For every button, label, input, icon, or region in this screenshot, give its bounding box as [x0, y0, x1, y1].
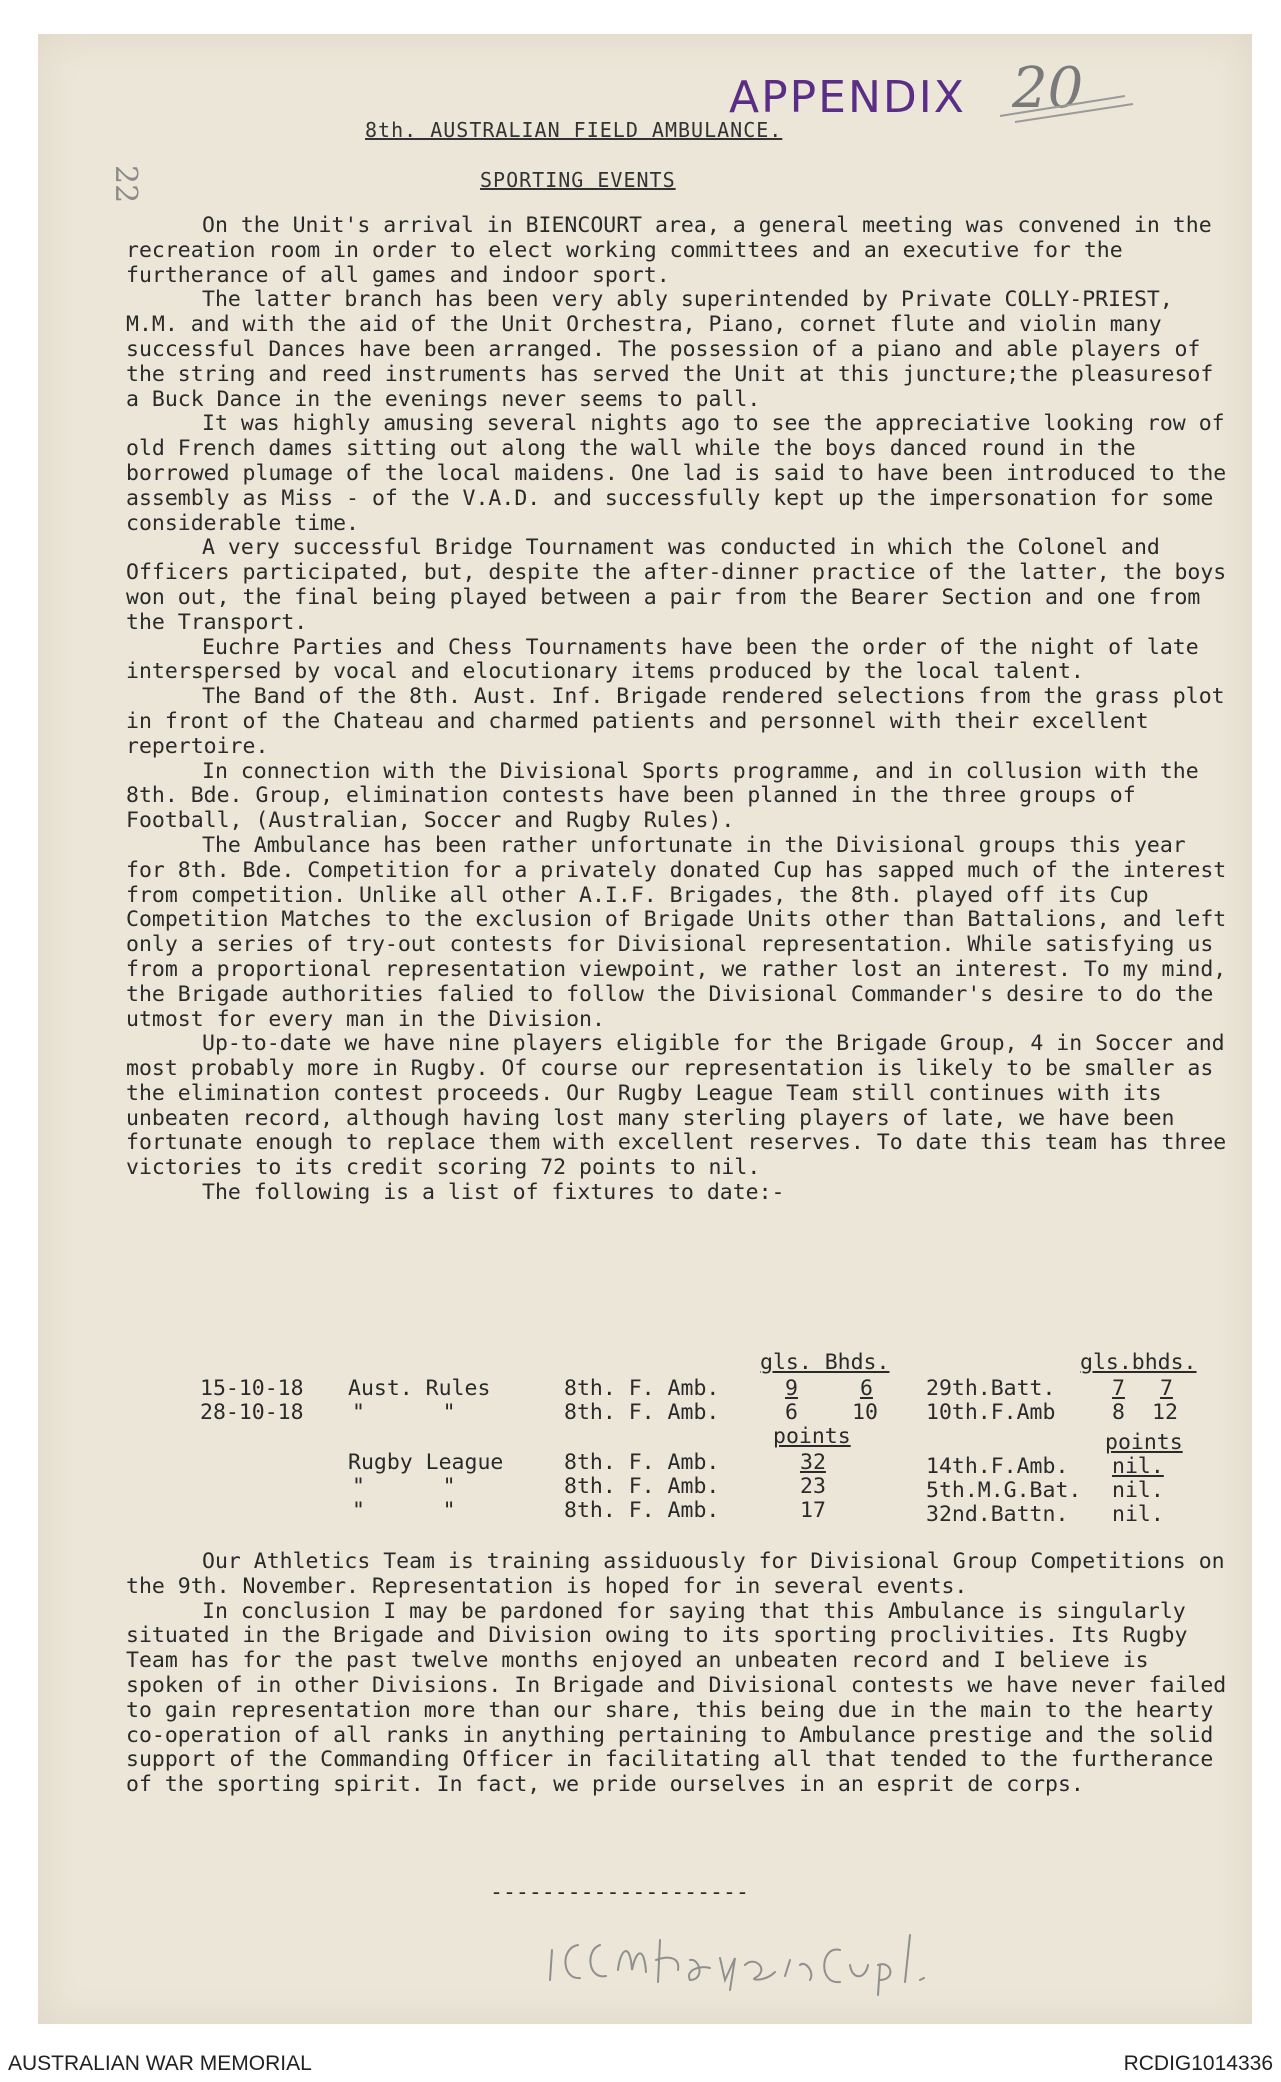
- paragraph: On the Unit's arrival in BIENCOURT area, a general meeting was convened in the recreation room in order to elect working committees and an executive for the furtherance of all games and indoor sport.: [126, 213, 1212, 288]
- fixture-score: 9: [785, 1376, 798, 1401]
- fixture-team: 8th. F. Amb.: [564, 1376, 720, 1401]
- paragraph: In conclusion I may be pardoned for saying that this Ambulance is singularly situated in the Brigade and Division owing to its sporting proclivities. Its Rugby Team has for the past twelve months enjoyed an unbeaten record and I believe is spoken of in other Divisions. In Brigade and Divisional contests we have never failed to gain representation more than our share, this being due in the main to the hearty co-operation of all ranks in anything pertaining to Ambulance prestige and the solid support of the Commanding Officer in facilitating all that tended to the furtherance of the sporting spirit. In fact, we pride ourselves in an esprit de corps.: [126, 1598, 1227, 1798]
- paragraph: A very successful Bridge Tournament was conducted in which the Colonel and Officers participated, but, despite the after-dinner practice of the latter, the boys won out, the final being played between a pair from the Bearer Section and one from the Transport.: [126, 535, 1227, 635]
- appendix-stamp: APPENDIX: [729, 72, 966, 123]
- document-title: 8th. AUSTRALIAN FIELD AMBULANCE.: [365, 118, 783, 142]
- fixture-score: 17: [800, 1498, 826, 1523]
- fixture-opponent-score: 7: [1160, 1376, 1173, 1401]
- paragraph: It was highly amusing several nights ago to see the appreciative looking row of old French dames sitting out along the wall while the boys danced round in the borrowed plumage of the local maidens. One lad is said to have been introduced to the assembly as Miss - of the V.A.D. and successfully kept up the impersonation for some considerable time.: [126, 411, 1227, 536]
- fixture-team: 8th. F. Amb.: [564, 1498, 720, 1523]
- pencil-strikes-icon: [995, 86, 1135, 126]
- fixture-opponent-score: nil.: [1112, 1454, 1164, 1479]
- fixture-opponent: 10th.F.Amb: [926, 1400, 1056, 1425]
- fixture-score: 6: [785, 1400, 798, 1425]
- fixture-score: 6: [860, 1376, 873, 1401]
- fixture-competition: Rugby League: [348, 1450, 504, 1475]
- paragraph: The following is a list of fixtures to date:-: [202, 1180, 785, 1206]
- fixture-opponent: 14th.F.Amb.: [926, 1454, 1069, 1479]
- fixture-opponent-score: 12: [1152, 1400, 1178, 1425]
- fixture-team: 8th. F. Amb.: [564, 1450, 720, 1475]
- fixture-team: 8th. F. Amb.: [564, 1474, 720, 1499]
- fixture-opponent: 5th.M.G.Bat.: [926, 1478, 1082, 1503]
- handwritten-signature: [540, 1910, 960, 2000]
- fixtures-table: [200, 1350, 1200, 1540]
- column-header-points-left: points: [773, 1424, 851, 1449]
- fixture-opponent-score: nil.: [1112, 1502, 1164, 1527]
- fixture-score: 32: [800, 1450, 826, 1475]
- document-subtitle: SPORTING EVENTS: [480, 168, 676, 192]
- paragraph: Our Athletics Team is training assiduously for Divisional Group Competitions on the 9th. November. Representation is hoped for in several events.: [126, 1549, 1225, 1599]
- closing-text: [126, 1550, 1236, 1798]
- fixture-date: 15-10-18: [200, 1376, 304, 1401]
- fixture-opponent: 29th.Batt.: [926, 1376, 1056, 1401]
- paragraph: Up-to-date we have nine players eligible for the Brigade Group, 4 in Soccer and most probably more in Rugby. Of course our representation is likely to be smaller as the elimination contest proceeds. Our Rugby League Team still continues with its unbeaten record, although having lost many sterling players of late, we have been fortunate enough to replace them with excellent reserves. To date this team has three victories to its credit scoring 72 points to nil.: [126, 1031, 1227, 1181]
- appendix-number: 20: [1012, 56, 1084, 121]
- footer-id: RCDIG1014336: [1123, 2052, 1273, 2075]
- paragraph: The latter branch has been very ably superintended by Private COLLY-PRIEST, M.M. and with the aid of the Unit Orchestra, Piano, cornet flute and violin many successful Dances have been arranged. The possession of a piano and able players of the string and reed instruments has served the Unit at this juncture;the pleasuresof a Buck Dance in the evenings never seems to pall.: [126, 287, 1214, 412]
- fixture-opponent: 32nd.Battn.: [926, 1502, 1069, 1527]
- paragraph: The Band of the 8th. Aust. Inf. Brigade rendered selections from the grass plot in front of the Chateau and charmed patients and personnel with their excellent repertoire.: [126, 684, 1225, 759]
- paragraph: The Ambulance has been rather unfortunate in the Divisional groups this year for 8th. Bde. Competition for a privately donated Cup has sapped much of the interest from competition. Unlike all other A.I.F. Brigades, the 8th. played off its Cup Competition Matches to the exclusion of Brigade Units other than Battalions, and left only a series of try-out contests for Divisional representation. While satisfying us from a proportional representation viewpoint, we rather lost an interest. To my mind, the Brigade authorities falied to follow the Divisional Commander's desire to do the utmost for every man in the Division.: [126, 832, 1227, 1032]
- separator: --------------------: [490, 1880, 749, 1905]
- fixture-score: 23: [800, 1474, 826, 1499]
- fixture-opponent-score: nil.: [1112, 1478, 1164, 1503]
- footer-source: AUSTRALIAN WAR MEMORIAL: [8, 2052, 312, 2075]
- paragraph: In connection with the Divisional Sports programme, and in collusion with the 8th. Bde. Group, elimination contests have been planned in the three groups of Football, (Australian, Soccer and Rugby Rules).: [126, 758, 1199, 834]
- body-text: [126, 214, 1236, 1206]
- fixture-date: 28-10-18: [200, 1400, 304, 1425]
- fixture-opponent-score: 8: [1112, 1400, 1125, 1425]
- margin-number: 22: [108, 165, 143, 204]
- paragraph: Euchre Parties and Chess Tournaments have been the order of the night of late interspersed by vocal and elocutionary items produced by the local talent.: [126, 634, 1199, 685]
- fixture-competition: " ": [352, 1474, 456, 1499]
- column-header-points-right: points: [1105, 1430, 1183, 1455]
- fixture-score: 10: [852, 1400, 878, 1425]
- fixture-competition: " ": [352, 1498, 456, 1523]
- fixture-team: 8th. F. Amb.: [564, 1400, 720, 1425]
- fixture-competition: " ": [352, 1400, 456, 1425]
- fixture-competition: Aust. Rules: [348, 1376, 491, 1401]
- fixture-opponent-score: 7: [1112, 1376, 1125, 1401]
- column-header-goals-right: gls.bhds.: [1080, 1350, 1197, 1375]
- column-header-goals-left: gls. Bhds.: [760, 1350, 890, 1375]
